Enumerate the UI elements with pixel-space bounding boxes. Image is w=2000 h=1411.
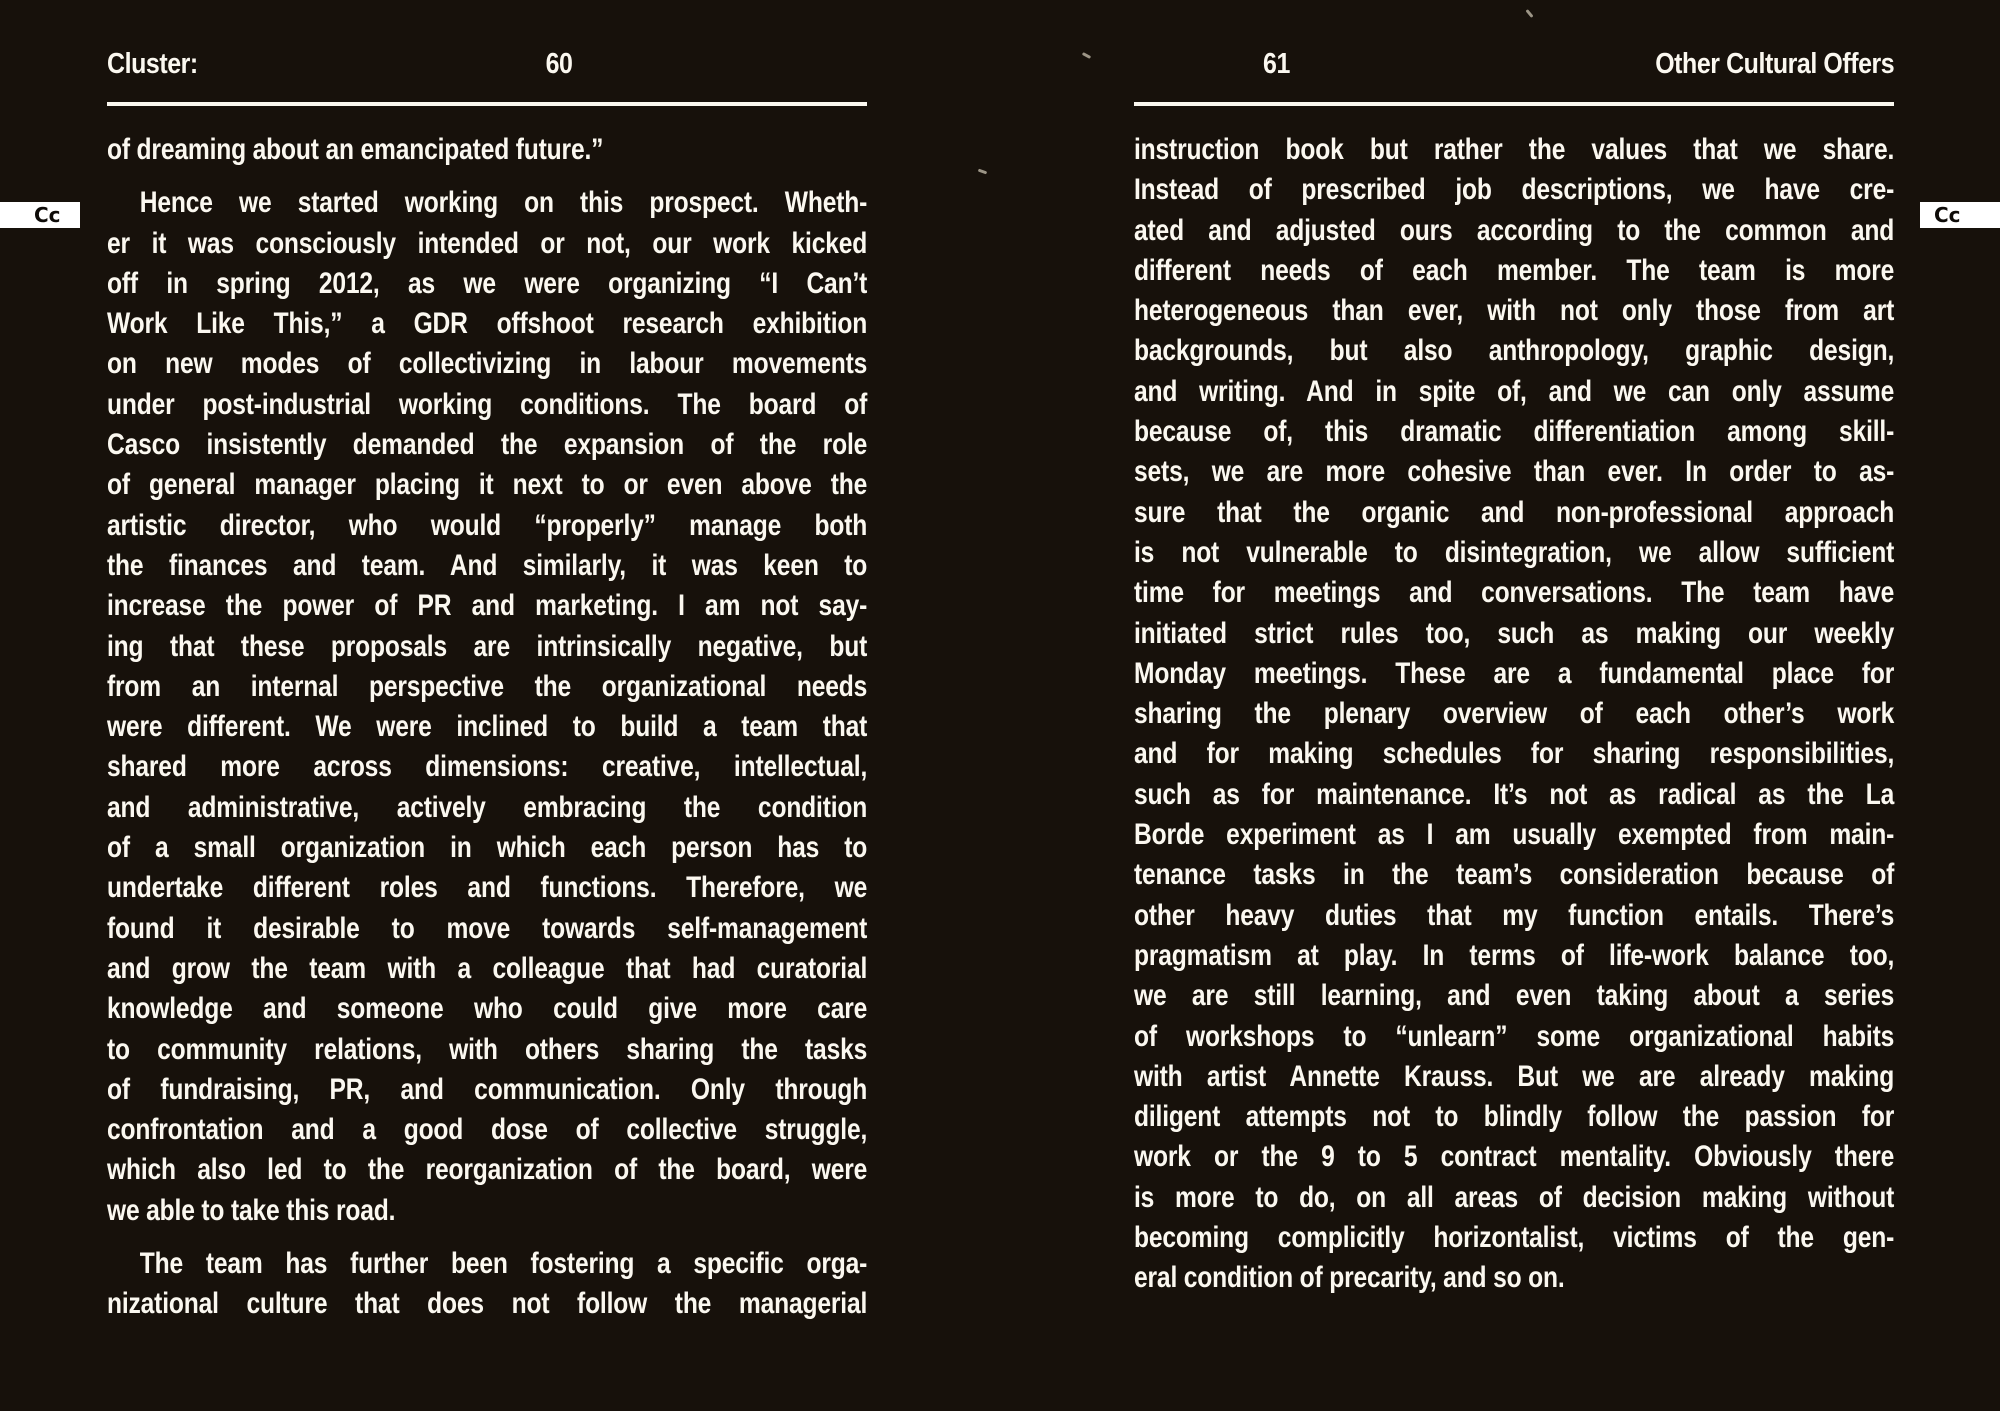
text-line: initiated strict rules too, such as making our weekly — [1134, 616, 1895, 650]
left-body-text — [107, 130, 867, 1325]
text-line: time for meetings and conversations. The team have — [1134, 576, 1895, 610]
text-line: diligent attempts not to blindly follow the passion for — [1134, 1100, 1895, 1134]
text-line: is not vulnerable to disintegration, we allow sufficient — [1134, 535, 1895, 569]
text-line: sure that the organic and non-professional approach — [1134, 495, 1895, 529]
text-line: instruction book but rather the values that we share. — [1134, 133, 1895, 166]
text-line: because of, this dramatic differentiation among skill- — [1134, 415, 1895, 449]
text-line: sharing the plenary overview of each other’s work — [1134, 697, 1895, 731]
left-thumb-tab-label: Cc — [34, 203, 61, 227]
text-line: which also led to the reorganization of the board, were — [107, 1153, 868, 1187]
text-line: Hence we started working on this prospect. Wheth- — [139, 186, 868, 220]
text-line: er it was consciously intended or not, our work kicked — [107, 226, 868, 260]
text-line: eral condition of precarity, and so on. — [1134, 1261, 1565, 1295]
text-line: increase the power of PR and marketing. I am not say- — [107, 589, 868, 623]
text-line: of workshops to “unlearn” some organizational habits — [1134, 1019, 1895, 1053]
text-line: nizational culture that does not follow the managerial — [107, 1287, 868, 1321]
text-line: the finances and team. And similarly, it was keen to — [107, 548, 868, 582]
text-line: off in spring 2012, as we were organizing “I Can’t — [107, 266, 868, 300]
right-section-title: Other Cultural Offers — [1655, 48, 1895, 80]
text-line: ated and adjusted ours according to the common and — [1134, 213, 1895, 247]
dust-speck — [1525, 9, 1533, 18]
text-line: and grow the team with a colleague that had curatorial — [107, 951, 868, 985]
text-line: work or the 9 to 5 contract mentality. Obviously there — [1134, 1140, 1895, 1174]
text-line: on new modes of collectivizing in labour movements — [107, 347, 868, 381]
text-line: shared more across dimensions: creative, intellectual, — [107, 750, 868, 784]
text-line: Monday meetings. These are a fundamental place for — [1134, 656, 1895, 690]
text-line: to community relations, with others sharing the tasks — [107, 1032, 868, 1066]
text-line: undertake different roles and functions. Therefore, we — [107, 871, 868, 905]
text-line: Borde experiment as I am usually exempted from main- — [1134, 818, 1895, 852]
text-line: and writing. And in spite of, and we can only assume — [1134, 374, 1895, 408]
text-line: backgrounds, but also anthropology, graphic design, — [1134, 334, 1895, 368]
text-line: tenance tasks in the team’s consideration because of — [1134, 858, 1895, 892]
text-line: we able to take this road. — [107, 1193, 396, 1227]
text-line: different needs of each member. The team is more — [1134, 253, 1895, 287]
right-page-number: 61 — [1263, 48, 1290, 80]
text-line: pragmatism at play. In terms of life-work balance too, — [1134, 938, 1895, 972]
text-line: and for making schedules for sharing responsibilities, — [1134, 737, 1895, 771]
left-header-rule — [107, 102, 867, 106]
text-line: of fundraising, PR, and communication. Only through — [107, 1072, 868, 1106]
left-running-head — [107, 48, 867, 92]
text-line: and administrative, actively embracing the condition — [107, 790, 868, 824]
right-thumb-tab-label: Cc — [1934, 203, 1961, 227]
text-line: Work Like This,” a GDR offshoot research exhibition — [107, 307, 868, 341]
text-line: confrontation and a good dose of collective struggle, — [107, 1113, 868, 1147]
text-line: we are still learning, and even taking about a series — [1134, 979, 1895, 1013]
text-line: becoming complicitly horizontalist, victims of the gen- — [1134, 1221, 1895, 1255]
text-line: other heavy duties that my function entails. There’s — [1134, 898, 1895, 932]
text-line: sets, we are more cohesive than ever. In order to as- — [1134, 455, 1895, 489]
paragraph-break — [107, 1231, 867, 1244]
text-line: with artist Annette Krauss. But we are already making — [1134, 1059, 1895, 1093]
text-line: of a small organization in which each person has to — [107, 831, 868, 865]
text-line: under post-industrial working conditions. The board of — [107, 387, 868, 421]
dust-speck — [1082, 52, 1091, 59]
text-line: The team has further been fostering a specific orga- — [139, 1247, 868, 1281]
right-body-text — [1134, 130, 1894, 1299]
left-section-title: Cluster: — [107, 48, 198, 80]
text-line: were different. We were inclined to build a team that — [107, 710, 868, 744]
dust-speck — [978, 169, 987, 175]
right-running-head — [1134, 48, 1894, 92]
text-line: is more to do, on all areas of decision making without — [1134, 1180, 1895, 1214]
right-header-rule — [1134, 102, 1894, 106]
text-line: found it desirable to move towards self-management — [107, 911, 868, 945]
text-line: artistic director, who would “properly” manage both — [107, 508, 868, 542]
paragraph-break — [107, 170, 867, 183]
text-line: heterogeneous than ever, with not only those from art — [1134, 294, 1895, 328]
text-line: of general manager placing it next to or even above the — [107, 468, 868, 502]
text-line: ing that these proposals are intrinsically negative, but — [107, 629, 868, 663]
text-line: of dreaming about an emancipated future.” — [107, 133, 604, 166]
right-thumb-tab — [1920, 202, 2000, 228]
left-page-number: 60 — [545, 48, 573, 80]
text-line: from an internal perspective the organizational needs — [107, 669, 868, 703]
text-line: Casco insistently demanded the expansion of the role — [107, 428, 868, 462]
text-line: knowledge and someone who could give more care — [107, 992, 868, 1026]
text-line: such as for maintenance. It’s not as radical as the La — [1134, 777, 1895, 811]
text-line: Instead of prescribed job descriptions, we have cre- — [1134, 173, 1895, 207]
left-thumb-tab — [0, 202, 80, 228]
